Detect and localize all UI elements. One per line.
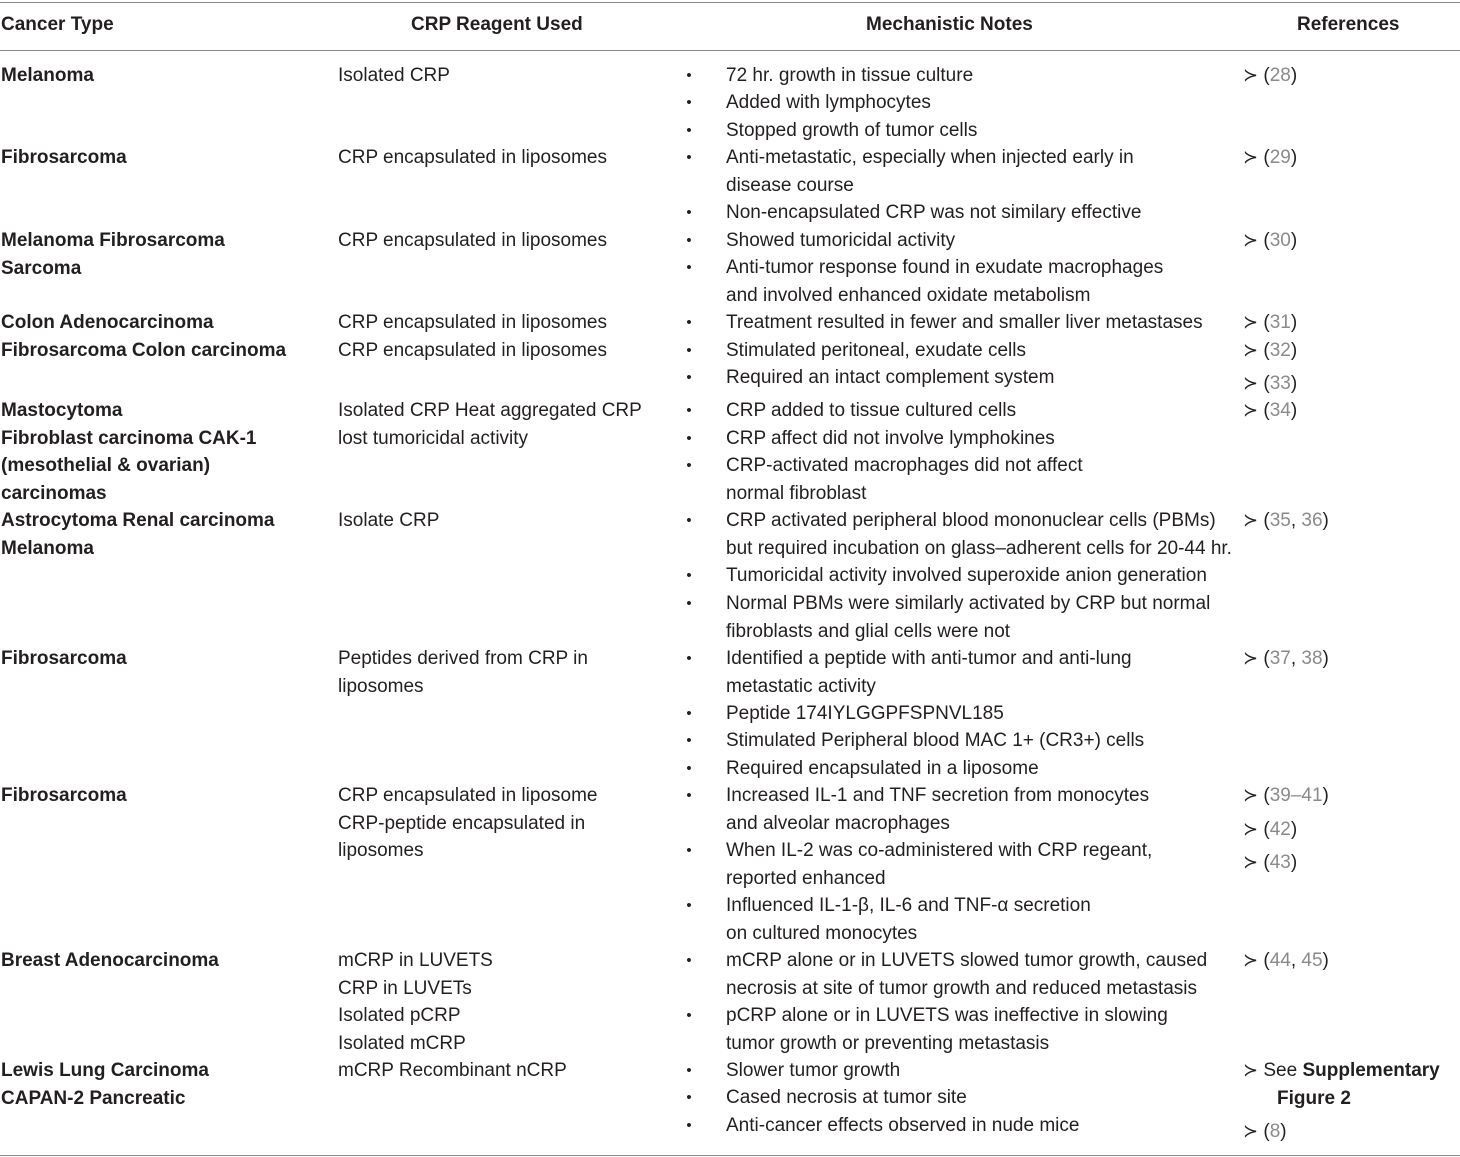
- succeeds-arrow-icon: ≻: [1243, 312, 1259, 332]
- mechanistic-note: CRP-activated macrophages did not affect normal fibroblast: [726, 455, 1083, 504]
- succeeds-arrow-icon: ≻: [1243, 950, 1259, 970]
- cancer-type-cell: Fibrosarcoma: [1, 648, 127, 669]
- bullet-icon: •: [686, 122, 692, 139]
- mechanistic-note: Anti-metastatic, especially when injected early in disease course: [726, 147, 1134, 196]
- supplementary-figure-reference: ≻ See Supplementary Figure 2: [1243, 1060, 1440, 1109]
- bullet-icon: •: [686, 705, 692, 722]
- table-bottom-rule: [0, 1155, 1460, 1156]
- mechanistic-note: pCRP alone or in LUVETS was ineffective in slowing tumor growth or preventing metastasis: [726, 1005, 1168, 1054]
- mechanistic-note: Added with lymphocytes: [726, 92, 931, 113]
- mechanistic-note: Cased necrosis at tumor site: [726, 1087, 967, 1108]
- mechanistic-note: Required encapsulated in a liposome: [726, 758, 1039, 779]
- reference-cell: ≻ (28): [1243, 65, 1298, 86]
- bullet-icon: •: [686, 567, 692, 584]
- mechanistic-note: Required an intact complement system: [726, 367, 1055, 388]
- succeeds-arrow-icon: ≻: [1243, 400, 1259, 420]
- mechanistic-note: CRP activated peripheral blood mononuclear cells (PBMs) but required incubation on glass–adherent cells for 20-44 hr.: [726, 510, 1232, 559]
- succeeds-arrow-icon: ≻: [1243, 785, 1259, 805]
- cancer-type-cell: Lewis Lung Carcinoma CAPAN-2 Pancreatic: [1, 1060, 209, 1109]
- bullet-icon: •: [686, 149, 692, 166]
- succeeds-arrow-icon: ≻: [1243, 819, 1259, 839]
- cancer-type-cell: Melanoma Fibrosarcoma Sarcoma: [1, 230, 225, 279]
- bullet-icon: •: [686, 595, 692, 612]
- succeeds-arrow-icon: ≻: [1243, 65, 1259, 85]
- succeeds-arrow-icon: ≻: [1243, 1121, 1259, 1141]
- bullet-icon: •: [686, 952, 692, 969]
- reference-link[interactable]: 38: [1301, 648, 1323, 669]
- succeeds-arrow-icon: ≻: [1243, 230, 1259, 250]
- reagent-cell: Isolated CRP Heat aggregated CRP lost tumoricidal activity: [338, 400, 642, 449]
- mechanistic-note: Anti-cancer effects observed in nude mice: [726, 1115, 1080, 1136]
- mechanistic-note: Stimulated Peripheral blood MAC 1+ (CR3+) cells: [726, 730, 1145, 751]
- reference-link[interactable]: 36: [1301, 510, 1323, 531]
- reference-cell: ≻ (44, 45): [1243, 950, 1329, 971]
- mechanistic-note: Normal PBMs were similarly activated by CRP but normal fibroblasts and glial cells were not: [726, 593, 1211, 642]
- bullet-icon: •: [686, 732, 692, 749]
- bullet-icon: •: [686, 342, 692, 359]
- cancer-type-cell: Colon Adenocarcinoma Fibrosarcoma Colon carcinoma: [1, 312, 287, 361]
- reference-link[interactable]: 29: [1269, 147, 1291, 168]
- succeeds-arrow-icon: ≻: [1243, 340, 1259, 360]
- supplementary-figure-link[interactable]: Supplementary: [1302, 1060, 1440, 1081]
- reference-cell: ≻ (42): [1243, 819, 1298, 840]
- reference-link[interactable]: 28: [1269, 65, 1291, 86]
- reference-link[interactable]: 8: [1269, 1121, 1281, 1142]
- mechanistic-note: When IL-2 was co-administered with CRP regeant, reported enhanced: [726, 840, 1153, 889]
- mechanistic-note: Slower tumor growth: [726, 1060, 901, 1081]
- cancer-type-cell: Mastocytoma Fibroblast carcinoma CAK-1 (mesothelial & ovarian) carcinomas: [1, 400, 257, 504]
- reagent-cell: mCRP in LUVETS CRP in LUVETs Isolated pCRP Isolated mCRP: [338, 950, 493, 1054]
- header-mechanistic-notes: Mechanistic Notes: [866, 14, 1033, 35]
- mechanistic-note: Increased IL-1 and TNF secretion from monocytes and alveolar macrophages: [726, 785, 1150, 834]
- mechanistic-note: CRP added to tissue cultured cells: [726, 400, 1017, 421]
- reference-link[interactable]: 31: [1269, 312, 1291, 333]
- reagent-cell: CRP encapsulated in liposomes: [338, 147, 607, 168]
- table-header-rule: [0, 50, 1460, 51]
- bullet-icon: •: [686, 314, 692, 331]
- reference-link[interactable]: 33: [1269, 373, 1291, 394]
- supplementary-figure-link[interactable]: Figure 2: [1277, 1087, 1351, 1109]
- reference-cell: ≻ (29): [1243, 147, 1298, 168]
- bullet-icon: •: [686, 1007, 692, 1024]
- bullet-icon: •: [686, 402, 692, 419]
- bullet-icon: •: [686, 457, 692, 474]
- bullet-icon: •: [686, 1062, 692, 1079]
- reagent-cell: Isolated CRP: [338, 65, 450, 86]
- bullet-icon: •: [686, 94, 692, 111]
- reference-link[interactable]: 34: [1269, 400, 1291, 421]
- reference-link[interactable]: 39–41: [1269, 785, 1323, 806]
- reference-link[interactable]: 37: [1269, 648, 1291, 669]
- bullet-icon: •: [686, 67, 692, 84]
- reference-link[interactable]: 32: [1269, 340, 1291, 361]
- bullet-icon: •: [686, 1117, 692, 1134]
- table-top-rule: [0, 2, 1460, 3]
- bullet-icon: •: [686, 232, 692, 249]
- mechanistic-note: Peptide 174IYLGGPFSPNVL185: [726, 703, 1004, 724]
- reagent-cell: Peptides derived from CRP in liposomes: [338, 648, 588, 697]
- reference-cell: ≻ (35, 36): [1243, 510, 1329, 531]
- mechanistic-note: Tumoricidal activity involved superoxide anion generation: [726, 565, 1207, 586]
- mechanistic-note: Stopped growth of tumor cells: [726, 120, 978, 141]
- bullet-icon: •: [686, 204, 692, 221]
- mechanistic-note: mCRP alone or in LUVETS slowed tumor growth, caused necrosis at site of tumor growth and reduced metastasis: [726, 950, 1208, 999]
- reference-cell: ≻ (31): [1243, 312, 1298, 333]
- reference-cell: ≻ (43): [1243, 852, 1298, 873]
- mechanistic-note: Anti-tumor response found in exudate macrophages and involved enhanced oxidate metabolism: [726, 257, 1164, 306]
- header-crp-reagent: CRP Reagent Used: [411, 14, 583, 35]
- reference-link[interactable]: 45: [1301, 950, 1323, 971]
- bullet-icon: •: [686, 259, 692, 276]
- succeeds-arrow-icon: ≻: [1243, 648, 1259, 668]
- succeeds-arrow-icon: ≻: [1243, 373, 1259, 393]
- mechanistic-note: Showed tumoricidal activity: [726, 230, 956, 251]
- reagent-cell: mCRP Recombinant nCRP: [338, 1060, 567, 1081]
- bullet-icon: •: [686, 1089, 692, 1106]
- reference-cell: ≻ (8): [1243, 1121, 1287, 1142]
- succeeds-arrow-icon: ≻: [1243, 1060, 1259, 1080]
- reference-link[interactable]: 30: [1269, 230, 1291, 251]
- reagent-cell: Isolate CRP: [338, 510, 440, 531]
- cancer-type-cell: Melanoma: [1, 65, 94, 86]
- bullet-icon: •: [686, 842, 692, 859]
- mechanistic-note: Influenced IL-1-β, IL-6 and TNF-α secretion on cultured monocytes: [726, 895, 1091, 944]
- reference-cell: ≻ (34): [1243, 400, 1298, 421]
- mechanistic-note: 72 hr. growth in tissue culture: [726, 65, 974, 86]
- bullet-icon: •: [686, 650, 692, 667]
- reference-cell: ≻ (30): [1243, 230, 1298, 251]
- reference-cell: ≻ (32): [1243, 340, 1298, 361]
- succeeds-arrow-icon: ≻: [1243, 852, 1259, 872]
- reagent-cell: CRP encapsulated in liposomes: [338, 230, 607, 251]
- cancer-type-cell: Breast Adenocarcinoma: [1, 950, 219, 971]
- cancer-type-cell: Fibrosarcoma: [1, 147, 127, 168]
- reference-cell: ≻ (37, 38): [1243, 648, 1329, 669]
- succeeds-arrow-icon: ≻: [1243, 510, 1259, 530]
- mechanistic-note: Treatment resulted in fewer and smaller liver metastases: [726, 312, 1203, 333]
- header-references: References: [1297, 14, 1400, 35]
- cancer-type-cell: Fibrosarcoma: [1, 785, 127, 806]
- reagent-cell: CRP encapsulated in liposomes CRP encapsulated in liposomes: [338, 312, 607, 361]
- mechanistic-note: CRP affect did not involve lymphokines: [726, 428, 1055, 449]
- bullet-icon: •: [686, 760, 692, 777]
- bullet-icon: •: [686, 430, 692, 447]
- reference-cell: ≻ (33): [1243, 373, 1298, 394]
- bullet-icon: •: [686, 512, 692, 529]
- reference-link[interactable]: 43: [1269, 852, 1291, 873]
- header-cancer-type: Cancer Type: [1, 14, 114, 35]
- bullet-icon: •: [686, 369, 692, 386]
- bullet-icon: •: [686, 787, 692, 804]
- mechanistic-note: Stimulated peritoneal, exudate cells: [726, 340, 1026, 361]
- mechanistic-note: Identified a peptide with anti-tumor and anti-lung metastatic activity: [726, 648, 1132, 697]
- bullet-icon: •: [686, 897, 692, 914]
- reference-cell: ≻ (39–41): [1243, 785, 1329, 806]
- mechanistic-note: Non-encapsulated CRP was not similary effective: [726, 202, 1142, 223]
- reference-link[interactable]: 42: [1269, 819, 1291, 840]
- reference-link[interactable]: 44: [1269, 950, 1291, 971]
- cancer-type-cell: Astrocytoma Renal carcinoma Melanoma: [1, 510, 275, 559]
- reagent-cell: CRP encapsulated in liposome CRP-peptide encapsulated in liposomes: [338, 785, 598, 861]
- succeeds-arrow-icon: ≻: [1243, 147, 1259, 167]
- reference-link[interactable]: 35: [1269, 510, 1291, 531]
